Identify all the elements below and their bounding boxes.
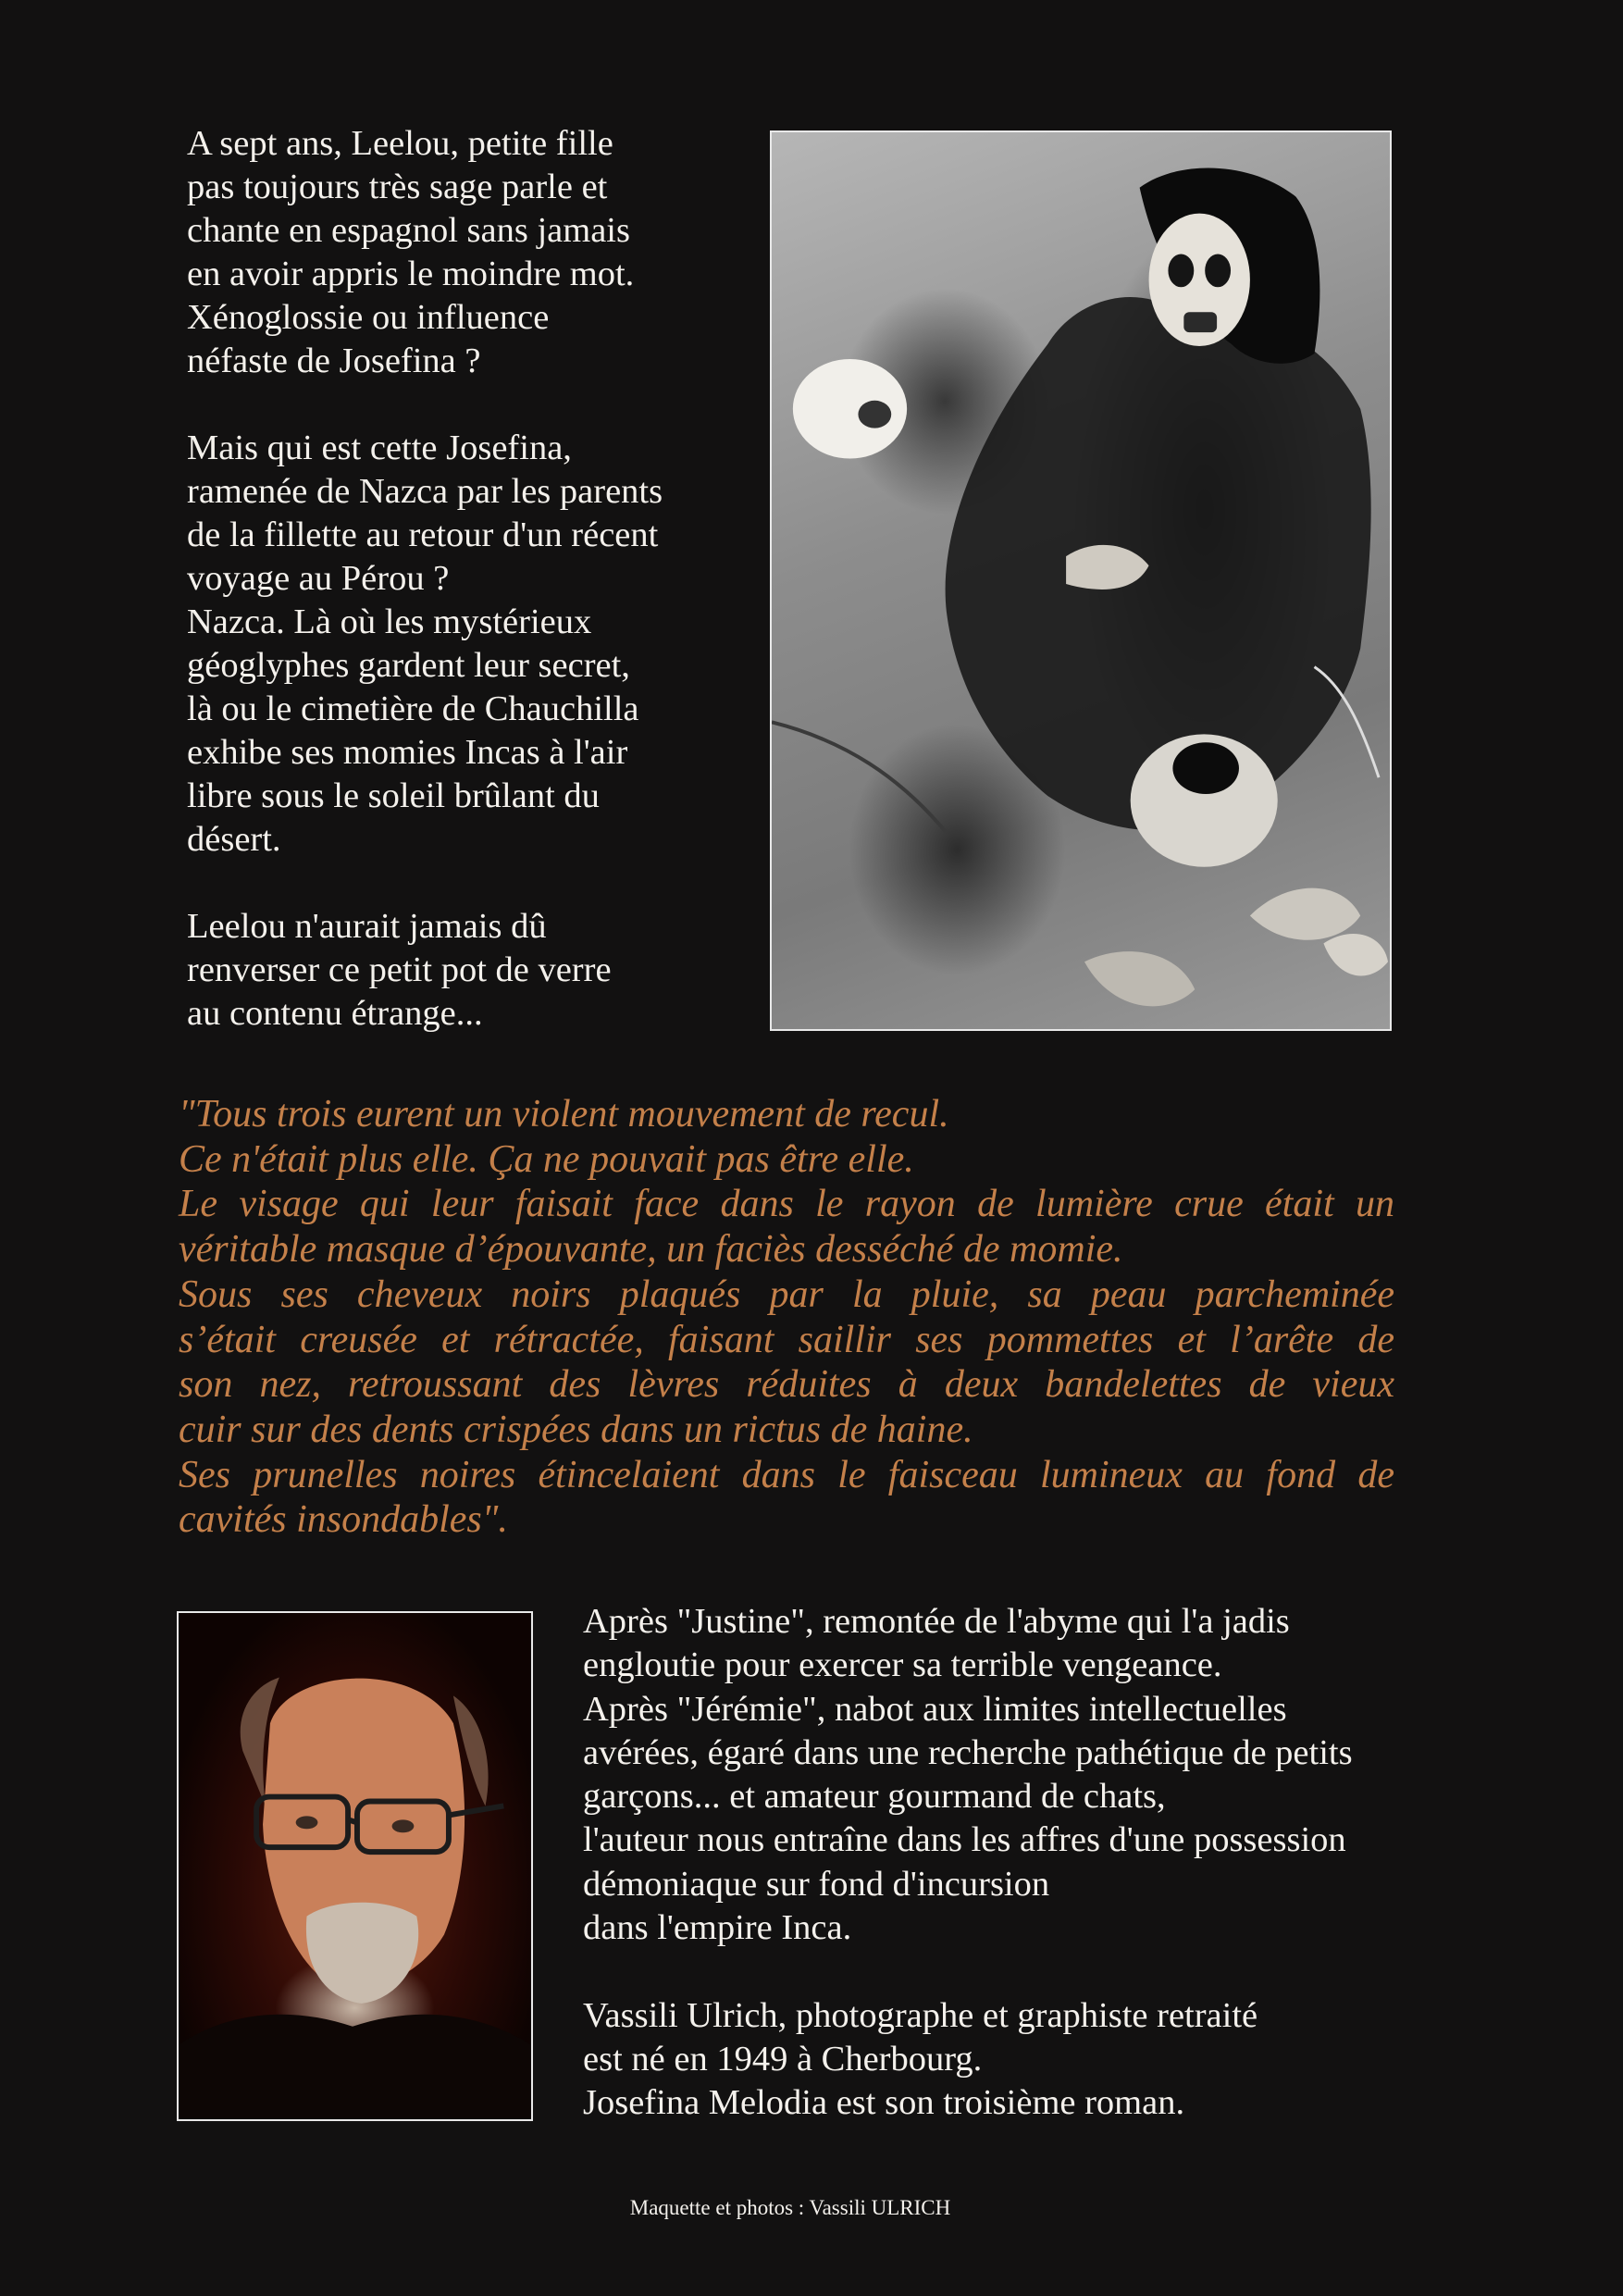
excerpt-line: son nez, retroussant des lèvres réduites à deux bandelettes de vieux [179,1363,1394,1407]
intro-line: chante en espagnol sans jamais [187,211,630,250]
bio-paragraph-2 [583,1994,1416,2126]
bio-line: avérées, égaré dans une recherche pathétique de petits [583,1732,1353,1772]
intro-line: désert. [187,820,281,859]
intro-line: Xénoglossie ou influence [187,298,550,337]
intro-line: de la fillette au retour d'un récent [187,515,659,554]
bio-line: Vassili Ulrich, photographe et graphiste retraité [583,1995,1258,2035]
bio-paragraph-1 [583,1600,1416,1950]
intro-text [187,122,761,1036]
intro-line: A sept ans, Leelou, petite fille [187,124,613,163]
bio-line: est né en 1949 à Cherbourg. [583,2039,983,2079]
excerpt-line: Le visage qui leur faisait face dans le rayon de lumière crue était un [179,1183,1394,1226]
intro-line: Mais qui est cette Josefina, [187,428,572,467]
intro-line: là ou le cimetière de Chauchilla [187,689,639,728]
intro-line: Leelou n'aurait jamais dû [187,907,547,946]
book-excerpt [179,1092,1394,1543]
bio-line: Après "Jérémie", nabot aux limites intellectuelles [583,1689,1287,1729]
bio-line: l'auteur nous entraîne dans les affres d'une possession [583,1820,1346,1860]
mummy-photo [770,130,1392,1031]
intro-line: ramenée de Nazca par les parents [187,472,663,511]
excerpt-line: cavités insondables". [179,1498,508,1542]
intro-line: voyage au Pérou ? [187,559,450,598]
intro-line: renverser ce petit pot de verre [187,950,612,989]
author-bio [583,1600,1416,2126]
bio-line: dans l'empire Inca. [583,1908,852,1948]
intro-line: Nazca. Là où les mystérieux [187,602,592,641]
bio-line: Josefina Melodia est son troisième roman. [583,2083,1185,2123]
excerpt-line: véritable masque d’épouvante, un faciès desséché de momie. [179,1228,1123,1272]
mummy-photo-art [772,132,1390,1029]
excerpt-line: Ses prunelles noires étincelaient dans le faisceau lumineux au fond de [179,1453,1394,1496]
intro-paragraph-3 [187,905,761,1036]
excerpt-line: Sous ses cheveux noirs plaqués par la pluie, sa peau parcheminée [179,1272,1394,1316]
intro-paragraph-2 [187,427,761,862]
bio-line: Après "Justine", remontée de l'abyme qui l'a jadis [583,1602,1290,1641]
bio-line: garçons... et amateur gourmand de chats, [583,1777,1166,1817]
intro-line: néfaste de Josefina ? [187,341,481,380]
bio-line: démoniaque sur fond d'incursion [583,1864,1050,1904]
excerpt-line: "Tous trois eurent un violent mouvement de recul. [179,1093,949,1136]
bio-line: engloutie pour exercer sa terrible vengeance. [583,1645,1222,1685]
excerpt-line: s’était creusée et rétractée, faisant saillir ses pommettes et l’arête de [179,1318,1394,1361]
intro-paragraph-1 [187,122,761,383]
intro-line: en avoir appris le moindre mot. [187,254,635,293]
intro-line: géoglyphes gardent leur secret, [187,646,630,685]
credits: Maquette et photos : Vassili ULRICH [629,2196,951,2219]
excerpt-line: Ce n'était plus elle. Ça ne pouvait pas être elle. [179,1137,914,1181]
excerpt-line: cuir sur des dents crispées dans un rictus de haine. [179,1408,973,1451]
intro-line: exhibe ses momies Incas à l'air [187,733,628,772]
intro-line: pas toujours très sage parle et [187,168,608,206]
author-portrait-art [179,1613,531,2119]
author-portrait [177,1611,533,2121]
intro-line: libre sous le soleil brûlant du [187,776,600,815]
intro-line: au contenu étrange... [187,994,483,1033]
